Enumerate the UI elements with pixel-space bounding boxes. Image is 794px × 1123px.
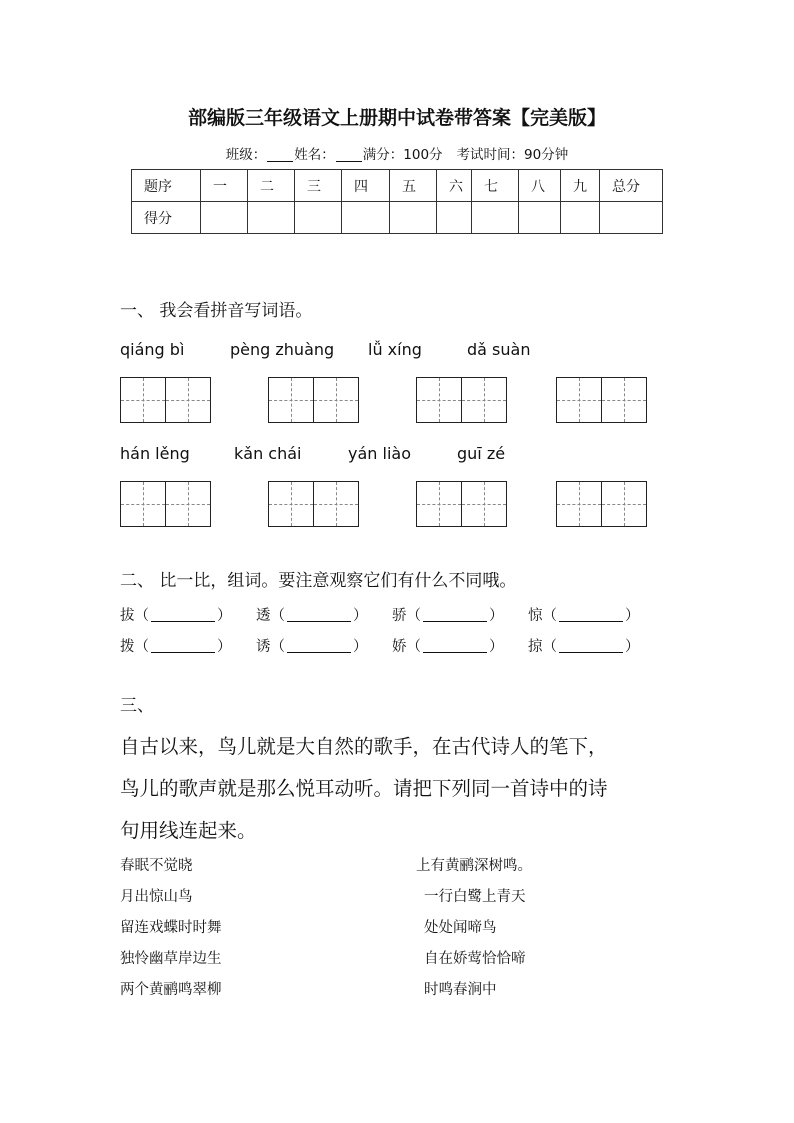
compare-item <box>392 604 504 625</box>
score-header-cell: 三 <box>295 170 342 202</box>
open-paren: （ <box>406 639 421 655</box>
q3-heading: 三、 <box>120 696 154 716</box>
open-paren: （ <box>270 608 285 624</box>
writing-grid-box[interactable] <box>120 377 212 423</box>
compare-char: 骄 <box>392 608 407 624</box>
answer-blank[interactable] <box>287 638 351 653</box>
poem-line-left[interactable]: 月出惊山鸟 <box>120 889 193 905</box>
pinyin-label: guī zé <box>457 444 506 463</box>
poem-line-right[interactable]: 自在娇莺恰恰啼 <box>424 951 526 967</box>
pinyin-label: yán liào <box>348 444 411 463</box>
score-cell[interactable] <box>472 202 519 234</box>
pinyin-label: dǎ suàn <box>467 340 531 359</box>
score-header-cell: 总分 <box>600 170 663 202</box>
open-paren: （ <box>406 608 421 624</box>
compare-item <box>528 635 640 656</box>
compare-char: 娇 <box>392 639 407 655</box>
score-cell[interactable] <box>295 202 342 234</box>
score-cell[interactable] <box>248 202 295 234</box>
name-label: 姓名： <box>294 147 335 163</box>
compare-char: 拔 <box>120 608 135 624</box>
open-paren: （ <box>134 639 149 655</box>
pinyin-label: kǎn chái <box>234 444 302 463</box>
compare-char: 透 <box>256 608 271 624</box>
compare-char: 诱 <box>256 639 271 655</box>
compare-char: 惊 <box>528 608 543 624</box>
score-table-score-row <box>132 202 663 234</box>
close-paren: ） <box>353 608 368 624</box>
close-paren: ） <box>489 608 504 624</box>
writing-grid-box[interactable] <box>556 481 648 527</box>
q3-paragraph-line: 句用线连起来。 <box>120 819 257 842</box>
close-paren: ） <box>217 608 232 624</box>
close-paren: ） <box>625 608 640 624</box>
pinyin-label: qiáng bì <box>120 340 185 359</box>
answer-blank[interactable] <box>423 607 487 622</box>
open-paren: （ <box>270 639 285 655</box>
writing-grid-box[interactable] <box>416 377 508 423</box>
open-paren: （ <box>542 608 557 624</box>
poem-line-left[interactable]: 春眠不觉晓 <box>120 858 193 874</box>
score-cell[interactable] <box>437 202 472 234</box>
close-paren: ） <box>353 639 368 655</box>
answer-blank[interactable] <box>287 607 351 622</box>
poem-line-left[interactable]: 独怜幽草岸边生 <box>120 951 222 967</box>
class-label: 班级： <box>225 147 267 163</box>
compare-item <box>120 604 232 625</box>
writing-grid-box[interactable] <box>556 377 648 423</box>
poem-line-right[interactable]: 一行白鹭上青天 <box>424 889 526 905</box>
poem-line-right[interactable]: 上有黄鹂深树鸣。 <box>416 858 532 874</box>
compare-item <box>120 635 232 656</box>
poem-line-right[interactable]: 处处闻啼鸟 <box>424 920 497 936</box>
score-header-cell: 二 <box>248 170 295 202</box>
answer-blank[interactable] <box>423 638 487 653</box>
name-blank[interactable] <box>336 147 362 162</box>
compare-item <box>256 604 368 625</box>
score-cell[interactable] <box>561 202 600 234</box>
exam-info-line <box>0 143 794 163</box>
pinyin-label: hán lěng <box>120 444 190 463</box>
class-blank[interactable] <box>267 147 293 162</box>
writing-grid-box[interactable] <box>120 481 212 527</box>
pinyin-label: lǚ xíng <box>368 340 422 359</box>
pinyin-label: pèng zhuàng <box>230 340 335 359</box>
q3-paragraph-line: 鸟儿的歌声就是那么悦耳动听。请把下列同一首诗中的诗 <box>120 777 608 800</box>
score-table-header-row <box>132 170 663 202</box>
answer-blank[interactable] <box>151 638 215 653</box>
score-header-cell: 五 <box>390 170 437 202</box>
q1-heading: 一、 我会看拼音写词语。 <box>120 301 313 321</box>
score-row-label: 得分 <box>132 202 201 234</box>
close-paren: ） <box>489 639 504 655</box>
score-cell[interactable] <box>342 202 390 234</box>
open-paren: （ <box>134 608 149 624</box>
full-score: 满分：100分 <box>362 147 443 163</box>
poem-line-left[interactable]: 两个黄鹂鸣翠柳 <box>120 982 222 998</box>
writing-grid-box[interactable] <box>268 481 360 527</box>
exam-time: 考试时间：90分钟 <box>456 147 569 163</box>
score-header-cell: 题序 <box>132 170 201 202</box>
score-cell[interactable] <box>600 202 663 234</box>
poem-line-left[interactable]: 留连戏蝶时时舞 <box>120 920 222 936</box>
exam-title: 部编版三年级语文上册期中试卷带答案【完美版】 <box>187 107 606 129</box>
score-cell[interactable] <box>519 202 561 234</box>
writing-grid-box[interactable] <box>268 377 360 423</box>
compare-item <box>392 635 504 656</box>
close-paren: ） <box>625 639 640 655</box>
answer-blank[interactable] <box>559 638 623 653</box>
score-cell[interactable] <box>390 202 437 234</box>
score-header-cell: 六 <box>437 170 472 202</box>
q3-paragraph-line: 自古以来，鸟儿就是大自然的歌手，在古代诗人的笔下， <box>120 735 608 758</box>
compare-item <box>528 604 640 625</box>
poem-line-right[interactable]: 时鸣春涧中 <box>424 982 497 998</box>
score-table <box>131 169 663 234</box>
writing-grid-box[interactable] <box>416 481 508 527</box>
score-header-cell: 八 <box>519 170 561 202</box>
compare-char: 掠 <box>528 639 543 655</box>
score-header-cell: 七 <box>472 170 519 202</box>
compare-char: 拨 <box>120 639 135 655</box>
answer-blank[interactable] <box>559 607 623 622</box>
score-header-cell: 一 <box>201 170 248 202</box>
q2-heading: 二、 比一比，组词。要注意观察它们有什么不同哦。 <box>120 571 517 591</box>
score-header-cell: 九 <box>561 170 600 202</box>
score-cell[interactable] <box>201 202 248 234</box>
compare-item <box>256 635 368 656</box>
open-paren: （ <box>542 639 557 655</box>
answer-blank[interactable] <box>151 607 215 622</box>
score-header-cell: 四 <box>342 170 390 202</box>
close-paren: ） <box>217 639 232 655</box>
